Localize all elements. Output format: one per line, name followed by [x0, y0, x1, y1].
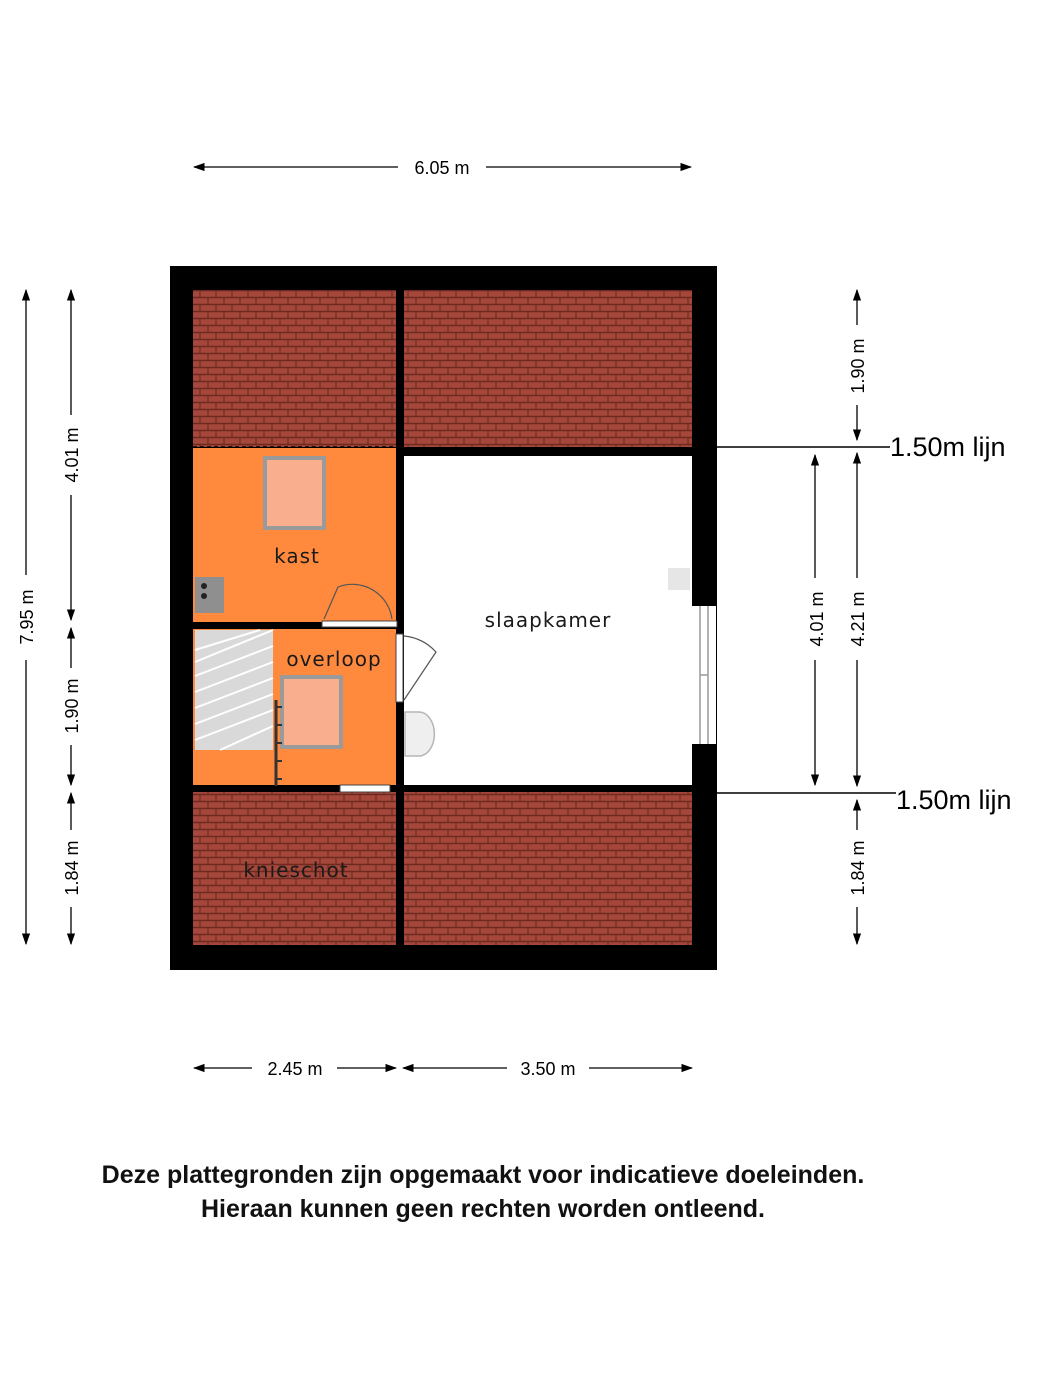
label-overloop: overloop: [286, 647, 382, 671]
disclaimer: [0, 1158, 966, 1226]
dim-left-upper-label: 4.01 m: [62, 427, 82, 483]
disclaimer-line-2: Hieraan kunnen geen rechten worden ontleend.: [201, 1195, 765, 1223]
dim-bottom-right-label: 3.50 m: [520, 1059, 576, 1079]
line-150-upper-label: 1.50m lijn: [890, 432, 1006, 462]
dim-top-label: 6.05 m: [414, 158, 470, 178]
dim-left-middle-label: 1.90 m: [62, 678, 82, 734]
dim-bottom-left-label: 2.45 m: [267, 1059, 323, 1079]
appliance-knob-1: [201, 583, 207, 589]
roof-top-right: [404, 290, 692, 447]
dim-left-total-label: 7.95 m: [17, 589, 37, 645]
skylight-overloop-glass: [284, 679, 339, 745]
roof-top-left: [193, 290, 396, 447]
dim-left-lower-label: 1.84 m: [62, 840, 82, 896]
label-slaapkamer: slaapkamer: [484, 608, 612, 632]
washbasin: [405, 712, 434, 756]
radiator: [668, 568, 690, 590]
dim-right-upper-label: 1.90 m: [848, 338, 868, 394]
door-kast: [322, 621, 397, 627]
appliance: [195, 577, 224, 613]
dim-right-inner-label: 4.01 m: [807, 591, 827, 647]
roof-bottom-right: [404, 792, 692, 945]
door-slaapkamer: [396, 634, 403, 702]
label-knieschot: knieschot: [243, 858, 349, 882]
skylight-kast-glass: [267, 460, 322, 526]
disclaimer-line-1: Deze plattegronden zijn opgemaakt voor indicatieve doeleinden.: [101, 1161, 865, 1189]
dim-right-middle-label: 4.21 m: [848, 591, 868, 647]
window-overloop: [340, 785, 390, 792]
line-150-lower-label: 1.50m lijn: [896, 785, 1012, 815]
appliance-knob-2: [201, 593, 207, 599]
label-kast: kast: [274, 544, 320, 568]
dim-right-lower-label: 1.84 m: [848, 840, 868, 896]
